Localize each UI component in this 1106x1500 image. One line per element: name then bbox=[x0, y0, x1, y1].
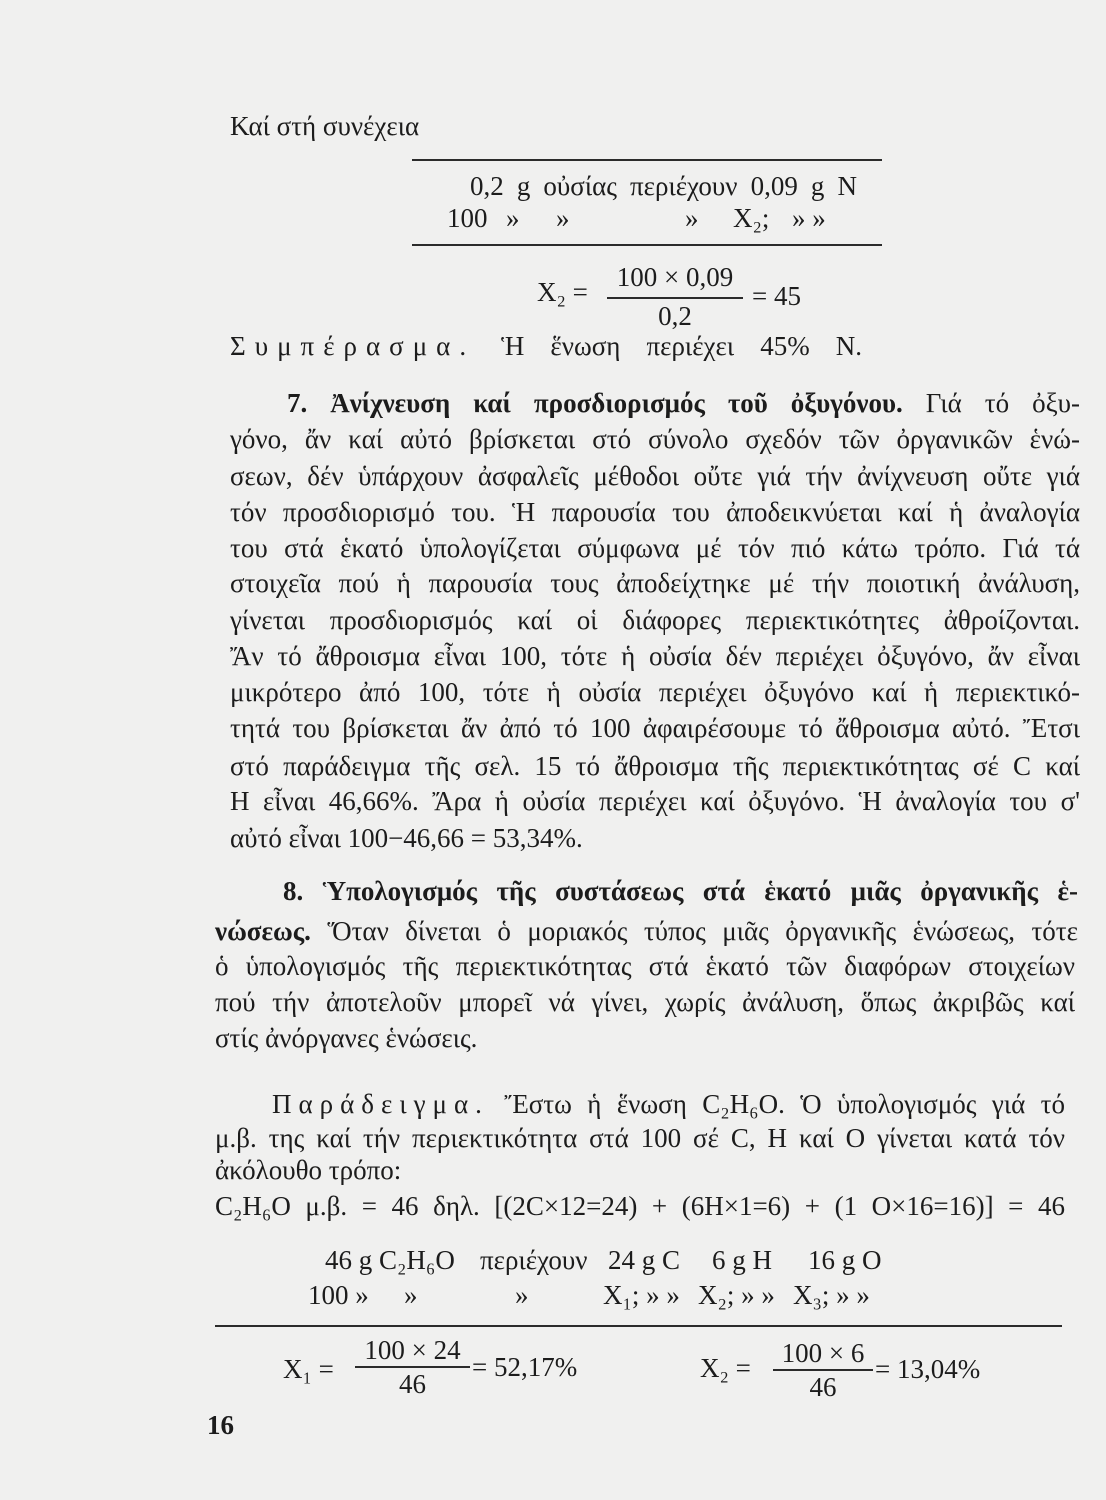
example-label: Παράδειγμα. bbox=[272, 1089, 489, 1119]
table-rule-bottom bbox=[412, 244, 882, 246]
formula-result: = 52,17% bbox=[472, 1352, 578, 1382]
ditto-mark: » bbox=[404, 1280, 418, 1310]
proportion-cell: 100 bbox=[447, 203, 488, 233]
formula-numerator: 100 × 0,09 bbox=[616, 262, 734, 292]
formula-result: = 45 bbox=[752, 281, 801, 311]
proportion-cell: 46 g C₂H₆O bbox=[325, 1245, 455, 1275]
formula-lhs: X₁ = bbox=[283, 1354, 334, 1384]
paragraph-line bbox=[272, 1086, 1065, 1122]
paragraph-line: γόνο, ἄν καί αὐτό βρίσκεται στό σύνολο σχεδόν τῶν ὀργανικῶν ἑνώ- bbox=[230, 424, 1080, 454]
proportion-cell: 16 g O bbox=[808, 1245, 882, 1275]
paragraph-line: αὐτό εἶναι 100−46,66 = 53,34%. bbox=[230, 823, 583, 853]
paragraph-line: ἀκόλουθο τρόπο: bbox=[215, 1155, 402, 1185]
proportion-cell: περιέχουν bbox=[480, 1245, 588, 1275]
formula-numerator: 100 × 6 bbox=[781, 1338, 865, 1368]
proportion-row-1: 0,2 g οὐσίας περιέχουν 0,09 g N bbox=[470, 171, 857, 201]
paragraph-line: μ.β. της καί τήν περιεκτικότητα στά 100 σέ C, H καί O γίνεται κατά τόν bbox=[215, 1123, 1065, 1153]
page-number: 16 bbox=[207, 1410, 234, 1440]
ditto-mark: » bbox=[556, 203, 570, 233]
section-8-heading-end: νώσεως. bbox=[215, 916, 311, 946]
ditto-mark: » bbox=[506, 203, 520, 233]
section-7-heading: 7. Ἀνίχνευση καί προσδιορισμός τοῦ ὀξυγόνου. bbox=[287, 388, 903, 418]
formula-lhs: X₂ = bbox=[700, 1353, 751, 1383]
formula-result: = 13,04% bbox=[875, 1354, 981, 1384]
conclusion-label: Συμπέρασμα. bbox=[230, 331, 476, 361]
proportion-cell: X₃; » » bbox=[793, 1280, 870, 1310]
paragraph-line: στοιχεῖα πού ἡ παρουσία τους ἀποδείχτηκε μέ τήν ποιοτική ἀνάλυση, bbox=[230, 568, 1080, 598]
paragraph-line: σεων, δέν ὑπάρχουν ἀσφαλεῖς μέθοδοι οὔτε γιά τήν ἀνίχνευση οὔτε γιά bbox=[230, 461, 1080, 491]
formula-denominator: 46 bbox=[399, 1369, 426, 1399]
ditto-mark: » » bbox=[792, 203, 826, 233]
paragraph-line: στίς ἀνόργανες ἑνώσεις. bbox=[215, 1023, 478, 1053]
proportion-cell: 100 » bbox=[308, 1280, 369, 1310]
table-rule-bottom bbox=[215, 1325, 1062, 1327]
paragraph-line: ὁ ὑπολογισμός τῆς περιεκτικότητας στά ἑκατό τῶν διαφόρων στοιχείων bbox=[215, 951, 1075, 981]
proportion-cell: 24 g C bbox=[608, 1245, 681, 1275]
conclusion-line bbox=[230, 328, 862, 364]
proportion-cell: X₂; » » bbox=[698, 1280, 775, 1310]
paragraph-text: Ἔστω ἡ ἕνωση C₂H₆O. Ὁ ὑπολογισμός γιά τό bbox=[504, 1089, 1065, 1119]
paragraph-line: τόν προσδιορισμό του. Ἡ παρουσία του ἀποδεικνύεται καί ἡ ἀναλογία bbox=[230, 497, 1080, 527]
paragraph-line: γίνεται προσδιορισμός καί οἱ διάφορες περιεκτικότητες ἀθροίζονται. bbox=[230, 605, 1080, 635]
unknown-variable: X₂; bbox=[733, 203, 770, 233]
paragraph-line: τητά του βρίσκεται ἄν ἀπό τό 100 ἀφαιρέσουμε τό ἄθροισμα αὐτό. Ἔτσι bbox=[230, 713, 1080, 743]
paragraph-line: πού τήν ἀποτελοῦν μπορεῖ νά γίνει, χωρίς ἀνάλυση, ὅπως ἀκριβῶς καί bbox=[215, 987, 1075, 1017]
proportion-cell: X₁; » » bbox=[603, 1280, 680, 1310]
table-rule-top bbox=[412, 159, 882, 161]
formula-numerator: 100 × 24 bbox=[364, 1335, 461, 1365]
formula-denominator: 0,2 bbox=[658, 301, 692, 331]
paragraph-text: Γιά τό ὀξυ- bbox=[925, 388, 1080, 418]
paragraph-text: Ὅταν δίνεται ὁ μοριακός τύπος μιᾶς ὀργανικῆς ἑνώσεως, τότε bbox=[327, 916, 1079, 946]
paragraph-line: του στά ἑκατό ὑπολογίζεται σύμφωνα μέ τόν πιό κάτω τρόπο. Γιά τά bbox=[230, 533, 1080, 563]
formula-denominator: 46 bbox=[809, 1372, 837, 1402]
paragraph-line bbox=[215, 913, 1078, 949]
paragraph-line: Ἄν τό ἄθροισμα εἶναι 100, τότε ἡ οὐσία δέν περιέχει ὀξυγόνο, ἄν εἶναι bbox=[230, 641, 1080, 671]
conclusion-text: Ἡ ἕνωση περιέχει 45% N. bbox=[501, 331, 862, 361]
molecular-weight-equation: C₂H₆O μ.β. = 46 δηλ. [(2C×12=24) + (6H×1=6) + (1 O×16=16)] = 46 bbox=[215, 1191, 1065, 1221]
section-8-heading: 8. Ὑπολογισμός τῆς συστάσεως στά ἑκατό μιᾶς ὀργανικῆς ἑ- bbox=[283, 876, 1078, 906]
paragraph-line: μικρότερο ἀπό 100, τότε ἡ οὐσία περιέχει ὀξυγόνο καί ἡ περιεκτικό- bbox=[230, 677, 1080, 707]
ditto-mark: » bbox=[515, 1280, 529, 1310]
proportion-cell: 6 g H bbox=[712, 1245, 772, 1275]
continuation-intro: Καί στή συνέχεια bbox=[230, 111, 420, 141]
formula-lhs: X₂ = bbox=[537, 277, 588, 307]
ditto-mark: » bbox=[685, 203, 699, 233]
paragraph-line: στό παράδειγμα τῆς σελ. 15 τό ἄθροισμα τῆς περιεκτικότητας σέ C καί bbox=[230, 751, 1080, 781]
paragraph-line bbox=[287, 385, 1080, 421]
paragraph-line: Η εἶναι 46,66%. Ἄρα ἡ οὐσία περιέχει καί ὀξυγόνο. Ἡ ἀναλογία του σ' bbox=[230, 786, 1080, 816]
